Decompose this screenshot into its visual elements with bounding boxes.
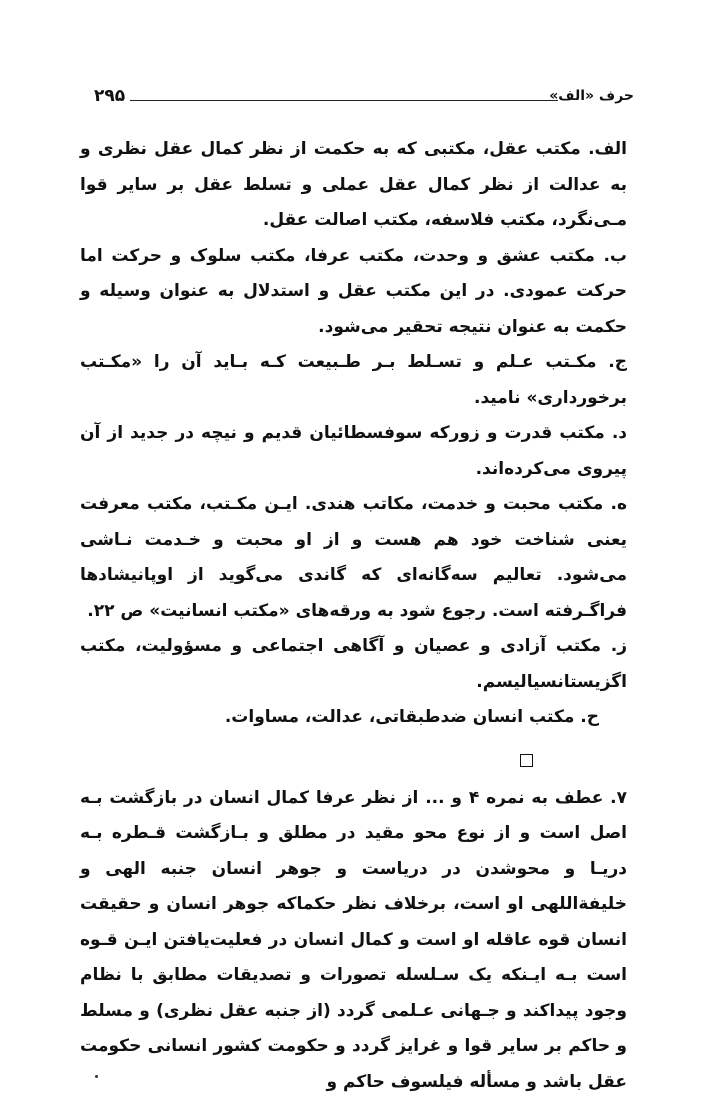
paragraph-alef: الف. مکتب عقل، مکتبی که به حکمت از نظر کمال عقل نظری و به عدالت از نظر کمال عقل عملی و تسلط عقل بر سایر قوا مـی‌نگرد، مکتب فلاسفه، مکتب اصالت عقل.	[80, 132, 627, 239]
page-header	[86, 86, 636, 112]
paragraph-ze: ز. مکتب آزادی و عصیان و آگاهی اجتماعی و مسؤولیت، مکتب اگزیستانسیالیسم.	[80, 629, 627, 700]
header-rule	[130, 100, 558, 101]
stray-mark	[95, 1075, 98, 1078]
page-body	[80, 132, 627, 1100]
paragraph-he: ه. مکتب محبت و خدمت، مکاتب هندی. ایـن مکـتب، مکتب معرفت یعنی شناخت خود هم هست و از او محبت و خـدمت نـاشی می‌شود. تعالیم سه‌گانه‌ای که گاندی می‌گوید از اوپانیشادها فراگـرفته است. رجوع شود به ورقه‌های «مکتب انسانیت» ص ۲۲.	[80, 487, 627, 629]
paragraph-he-jimmi: ح. مکتب انسان ضدطبقاتی، عدالت، مساوات.	[80, 700, 627, 736]
section-square-icon	[520, 754, 533, 767]
page-number: ۲۹۵	[94, 86, 125, 106]
paragraph-note-7: ۷. عطف به نمره ۴ و ... از نظر عرفا کمال انسان در بازگشت بـه اصل است و از نوع محو مقید در مطلق و بـازگشت قـطره بـه دریـا و محوشدن در دریاست و جوهر انسان جنبه الهی و خلیفةاللهی او است، برخلاف نظر حکماکه جوهر انسان و حقیقت انسان قوه عاقله او است و کمال انسان در فعلیت‌یافتن ایـن قـوه است بـه ایـنکه یک سـلسله تصورات و تصدیقات مطابق با نظام وجود پیداکند و جـهانی عـلمی گردد (از جنبه عقل نظری) و مسلط و حاکم بر سایر قوا و غرایز گردد و حکومت کشور انسانی حکومت عقل باشد و مسأله فیلسوف حاکم و	[80, 781, 627, 1100]
running-title: حرف «الف»	[549, 88, 634, 104]
paragraph-be: ب. مکتب عشق و وحدت، مکتب عرفا، مکتب سلوک و حرکت اما حرکت عمودی. در این مکتب عقل و استدلال به عنوان وسیله و حکمت به عنوان نتیجه تحقیر می‌شود.	[80, 239, 627, 346]
paragraph-dal: د. مکتب قدرت و زورکه سوفسطائیان قدیم و نیچه در جدید از آن پیروی می‌کرده‌اند.	[80, 416, 627, 487]
separator	[80, 754, 627, 767]
paragraph-jim: ج. مکـتب عـلم و تسـلط بـر طـبیعت کـه بـاید آن را «مکـتب برخورداری» نامید.	[80, 345, 627, 416]
